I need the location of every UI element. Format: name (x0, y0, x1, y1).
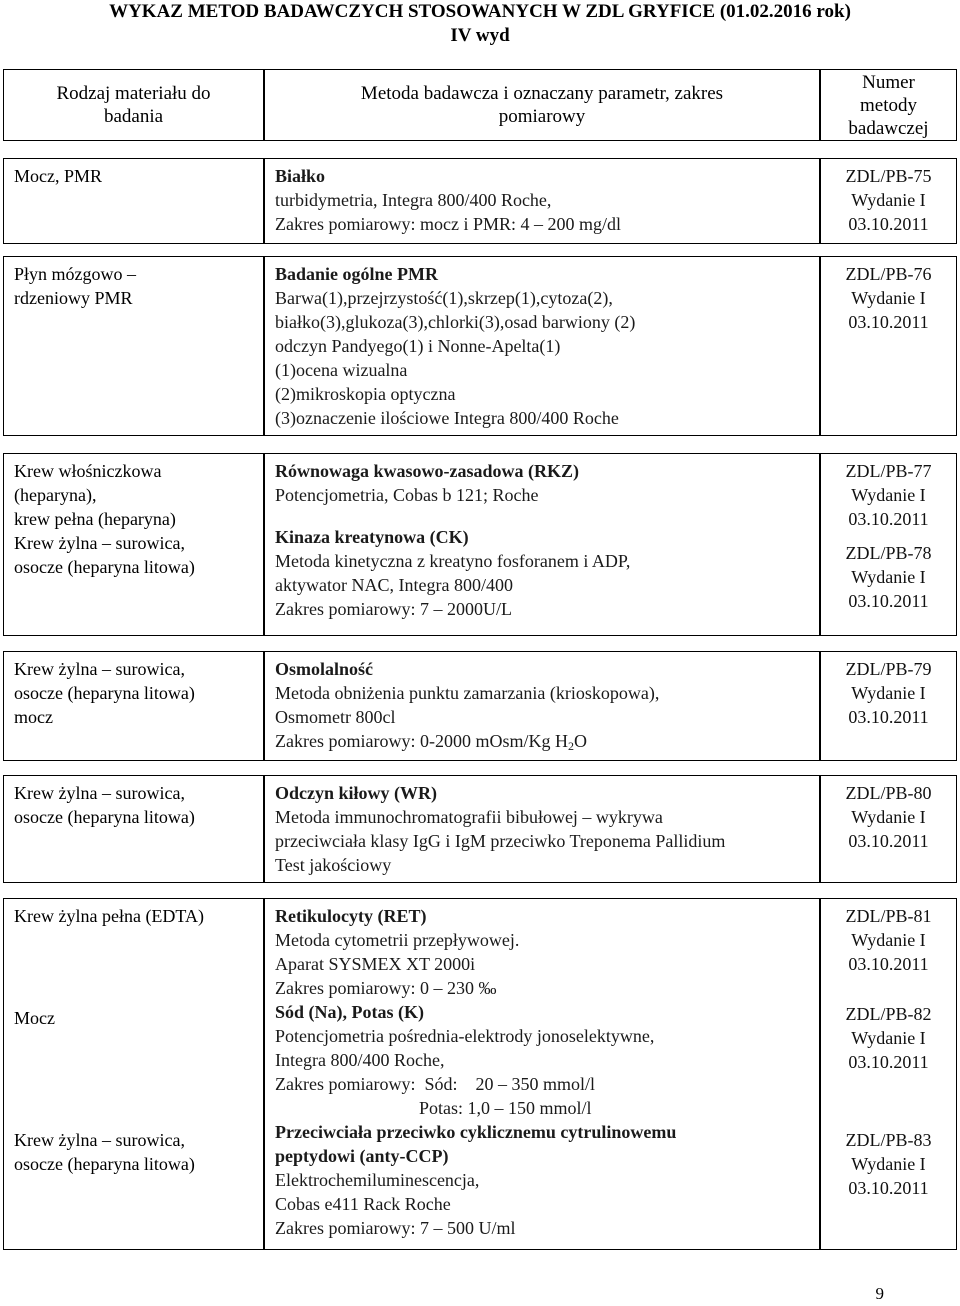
edition: Wydanie I (851, 190, 926, 210)
edition: Wydanie I (851, 1154, 926, 1174)
method-line: (2)mikroskopia optyczna (275, 384, 456, 404)
material-cell (3, 158, 264, 244)
method-number: ZDL/PB-82 (845, 1004, 932, 1024)
method-number: ZDL/PB-79 (845, 659, 932, 679)
method-line: Potencjometria pośrednia-elektrody jonoselektywne, (275, 1026, 655, 1046)
material-line: osocze (heparyna litowa) (14, 1154, 195, 1174)
method-number: ZDL/PB-76 (845, 264, 932, 284)
method-line: przeciwciała klasy IgG i IgM przeciwko Treponema Pallidium (275, 831, 726, 851)
material-line: Krew żylna pełna (EDTA) (14, 906, 204, 926)
edition-date: 03.10.2011 (848, 312, 929, 332)
edition: Wydanie I (851, 807, 926, 827)
method-line: Cobas e411 Rack Roche (275, 1194, 451, 1214)
header-number (820, 69, 957, 141)
edition: Wydanie I (851, 567, 926, 587)
method-cell (264, 158, 820, 244)
header-material-line: Rodzaj materiału do (56, 83, 211, 104)
number-cell (820, 651, 957, 761)
edition-date: 03.10.2011 (848, 707, 929, 727)
edition-date: 03.10.2011 (848, 954, 929, 974)
header-number-line: Numer (862, 71, 915, 93)
material-cell (3, 651, 264, 761)
method-cell (264, 651, 820, 761)
method-number: ZDL/PB-80 (845, 783, 932, 803)
material-line: osocze (heparyna litowa) (14, 683, 195, 703)
edition-date: 03.10.2011 (848, 831, 929, 851)
material-line: Mocz (14, 1008, 55, 1028)
number-cell (820, 256, 957, 436)
method-title: Odczyn kiłowy (WR) (275, 783, 437, 803)
number-cell (820, 775, 957, 883)
header-method-line: pomiarowy (498, 106, 586, 127)
method-cell (264, 256, 820, 436)
title-line-2: IV wyd (450, 25, 510, 46)
method-title: peptydowi (anty-CCP) (275, 1146, 449, 1166)
material-cell (3, 453, 264, 636)
header-number-line: metody (859, 94, 917, 116)
header-material-line: badania (103, 106, 164, 127)
material-line: (heparyna), (14, 485, 97, 505)
method-number: ZDL/PB-78 (845, 543, 932, 563)
page-number: 9 (875, 1284, 884, 1303)
edition: Wydanie I (851, 930, 926, 950)
method-line: Barwa(1),przejrzystość(1),skrzep(1),cytoza(2), (275, 288, 613, 308)
edition-date: 03.10.2011 (848, 1178, 929, 1198)
edition-date: 03.10.2011 (848, 591, 929, 611)
number-cell (820, 898, 957, 1250)
material-line: Krew żylna – surowica, (14, 1130, 185, 1150)
method-line: Osmometr 800cl (275, 707, 396, 727)
method-number: ZDL/PB-75 (845, 166, 932, 186)
method-line: Zakres pomiarowy: 0 – 230 ‰ (275, 978, 497, 998)
number-cell (820, 453, 957, 636)
method-cell (264, 453, 820, 636)
method-line: Zakres pomiarowy: 7 – 500 U/ml (275, 1218, 516, 1238)
method-line-measure-range: Zakres pomiarowy: 0-2000 mOsm/Kg $H_2O$ (275, 731, 587, 753)
method-line: Integra 800/400 Roche, (275, 1050, 445, 1070)
method-title: Białko (275, 166, 326, 186)
material-line: Mocz, PMR (14, 166, 103, 186)
edition: Wydanie I (851, 683, 926, 703)
method-line: odczyn Pandyego(1) i Nonne-Apelta(1) (275, 336, 561, 356)
number-cell (820, 158, 957, 244)
method-line: aktywator NAC, Integra 800/400 (275, 575, 513, 595)
method-title: Sód (Na), Potas (K) (275, 1002, 424, 1022)
material-cell (3, 898, 264, 1250)
material-line: mocz (14, 707, 53, 727)
material-line: Krew żylna – surowica, (14, 533, 185, 553)
method-line: Metoda cytometrii przepływowej. (275, 930, 520, 950)
material-line: osocze (heparyna litowa) (14, 807, 195, 827)
edition: Wydanie I (851, 288, 926, 308)
method-number: ZDL/PB-77 (845, 461, 932, 481)
method-title: Równowaga kwasowo-zasadowa (RKZ) (275, 461, 580, 481)
material-line: Krew włośniczkowa (14, 461, 162, 481)
method-line: Potas: 1,0 – 150 mmol/l (275, 1098, 592, 1118)
method-line: Metoda kinetyczna z kreatyno fosforanem i ADP, (275, 551, 631, 571)
method-title: Retikulocyty (RET) (275, 906, 427, 926)
edition: Wydanie I (851, 1028, 926, 1048)
header-method (264, 69, 820, 141)
method-cell (264, 775, 820, 883)
material-line: Krew żylna – surowica, (14, 659, 185, 679)
method-line: Zakres pomiarowy: mocz i PMR: 4 – 200 mg/dl (275, 214, 621, 234)
method-line: Potencjometria, Cobas b 121; Roche (275, 485, 539, 505)
method-title: Przeciwciała przeciwko cyklicznemu cytrulinowemu (275, 1122, 677, 1142)
material-line: Płyn mózgowo – (14, 264, 137, 284)
method-cell (264, 898, 820, 1250)
material-line: krew pełna (heparyna) (14, 509, 176, 529)
edition-date: 03.10.2011 (848, 509, 929, 529)
method-line: Zakres pomiarowy: Sód: 20 – 350 mmol/l (275, 1074, 595, 1094)
method-line: (3)oznaczenie ilościowe Integra 800/400 Roche (275, 408, 619, 428)
material-line: osocze (heparyna litowa) (14, 557, 195, 577)
method-line: Aparat SYSMEX XT 2000i (275, 954, 476, 974)
method-title: Kinaza kreatynowa (CK) (275, 527, 469, 547)
method-line: Test jakościowy (275, 855, 392, 875)
title-line-1: WYKAZ METOD BADAWCZYCH STOSOWANYCH W ZDL GRYFICE (01.02.2016 rok) (109, 1, 851, 22)
method-line: Metoda immunochromatografii bibułowej – wykrywa (275, 807, 663, 827)
material-line: rdzeniowy PMR (14, 288, 133, 308)
edition-date: 03.10.2011 (848, 214, 929, 234)
edition: Wydanie I (851, 485, 926, 505)
method-line: białko(3),glukoza(3),chlorki(3),osad barwiony (2) (275, 312, 636, 332)
material-cell (3, 256, 264, 436)
header-material (3, 69, 264, 141)
method-line: (1)ocena wizualna (275, 360, 408, 380)
method-line: Zakres pomiarowy: 7 – 2000U/L (275, 599, 512, 619)
method-line: Metoda obniżenia punktu zamarzania (krioskopowa), (275, 683, 660, 703)
method-line: turbidymetria, Integra 800/400 Roche, (275, 190, 552, 210)
method-title: Osmolalność (275, 659, 374, 679)
method-number: ZDL/PB-83 (845, 1130, 932, 1150)
method-title: Badanie ogólne PMR (275, 264, 439, 284)
material-line: Krew żylna – surowica, (14, 783, 185, 803)
header-number-line: badawczej (848, 117, 929, 139)
method-number: ZDL/PB-81 (845, 906, 932, 926)
material-cell (3, 775, 264, 883)
header-method-line: Metoda badawcza i oznaczany parametr, zakres (360, 83, 724, 104)
method-line: Elektrochemiluminescencja, (275, 1170, 480, 1190)
document-title (0, 0, 960, 48)
edition-date: 03.10.2011 (848, 1052, 929, 1072)
